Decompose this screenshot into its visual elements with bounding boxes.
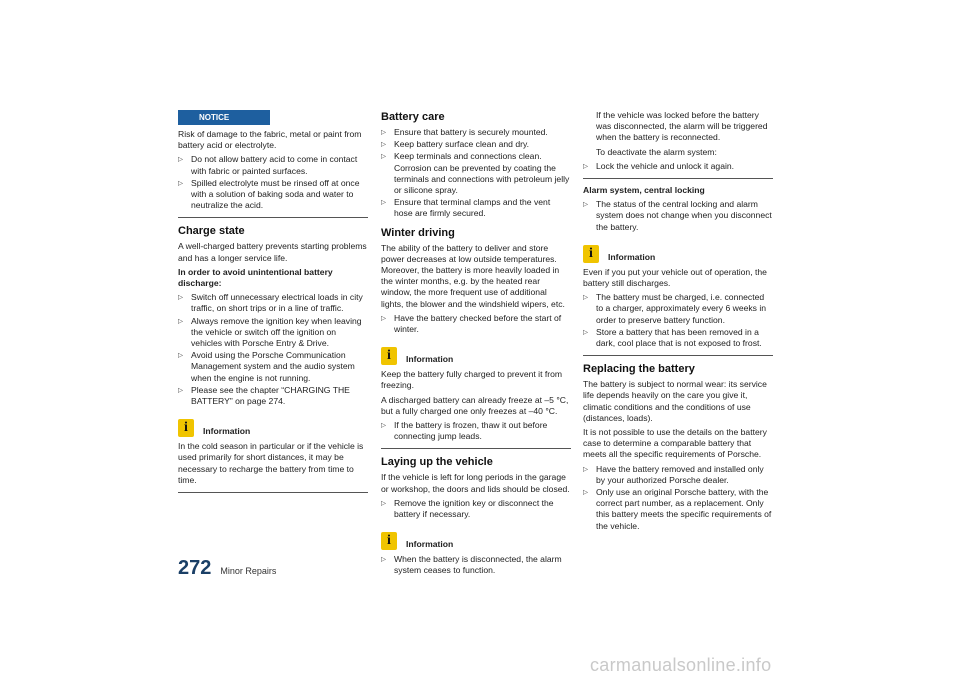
subheading: Alarm system, central locking <box>583 185 705 196</box>
column-left <box>178 110 368 499</box>
list-item: ▷ Ensure that battery is securely mounted. <box>381 127 571 138</box>
information-header <box>583 241 773 263</box>
notice-list <box>178 154 368 211</box>
information-icon: i <box>381 532 397 550</box>
list-item: ▷ Keep battery surface clean and dry. <box>381 139 571 150</box>
paragraph: If the vehicle was locked before the battery was disconnected, the alarm will be triggered when the battery is reconnected. <box>596 110 768 143</box>
information-label: Information <box>608 251 656 262</box>
watermark: carmanualsonline.info <box>590 655 772 675</box>
information-text: In the cold season in particular or if the vehicle is used primarily for short distances, it may be necessary to recharge the battery from time to time. <box>178 441 364 485</box>
list-item: ▷ Ensure that terminal clamps and the vent hose are firmly secured. <box>381 197 571 219</box>
section-divider <box>583 178 773 179</box>
paragraph: To deactivate the alarm system: <box>596 146 717 157</box>
page-footer <box>178 554 276 578</box>
list-item: ▷ Store a battery that has been removed in a dark, cool place that is not exposed to frost. <box>583 327 773 349</box>
info-list <box>381 554 571 576</box>
information-icon: i <box>381 347 397 365</box>
information-header <box>381 343 571 365</box>
section-divider <box>178 492 368 493</box>
information-icon: i <box>178 419 194 437</box>
notice-text: Risk of damage to the fabric, metal or paint from battery acid or electrolyte. <box>178 129 362 151</box>
layup-list <box>381 498 571 520</box>
list-item: ▷ Always remove the ignition key when leaving the vehicle or switch off the ignition on vehicles with Porsche Entry & Drive. <box>178 316 368 350</box>
information-label: Information <box>203 426 251 437</box>
information-label: Information <box>406 354 454 365</box>
information-label: Information <box>406 539 454 550</box>
list-item: ▷ If the battery is frozen, thaw it out before connecting jump leads. <box>381 420 571 442</box>
section-divider <box>583 355 773 356</box>
list-item: ▷ Remove the ignition key or disconnect the battery if necessary. <box>381 498 571 520</box>
list-item: ▷ Lock the vehicle and unlock it again. <box>583 161 773 172</box>
alarm-list <box>583 199 773 233</box>
paragraph: A well-charged battery prevents starting problems and has a longer service life. <box>178 241 367 263</box>
column-right <box>583 110 773 535</box>
list-item: ▷ The battery must be charged, i.e. connected to a charger, approximately every 6 weeks in order to preserve battery function. <box>583 292 773 326</box>
paragraph: The battery is subject to normal wear: its service life depends heavily on the care you give it, climatic conditions and the conditions of use (distances, loads). <box>583 379 767 423</box>
section-heading-winter-driving: Winter driving <box>381 226 455 239</box>
list-item: ▷ The status of the central locking and alarm system does not change when you disconnect the battery. <box>583 199 773 233</box>
paragraph: If the vehicle is left for long periods in the garage or workshop, the doors and lids should be closed. <box>381 472 570 494</box>
subheading: In order to avoid unintentional battery discharge: <box>178 266 333 289</box>
notice-badge: NOTICE <box>178 110 270 125</box>
list-item: ▷ Spilled electrolyte must be rinsed off at once with a solution of baking soda and water to neutralize the acid. <box>178 178 368 212</box>
list-item: ▷ Keep terminals and connections clean. Corrosion can be prevented by coating the terminals and connections with petroleum jelly or silicone spray. <box>381 151 571 196</box>
list-item: ▷ Only use an original Porsche battery, with the correct part number, as a replacement. Only this battery meets the specific requirements of the vehicle. <box>583 487 773 532</box>
section-heading-laying-up: Laying up the vehicle <box>381 456 493 469</box>
section-title: Minor Repairs <box>220 566 277 576</box>
list-item: ▷ Have the battery removed and installed only by your authorized Porsche dealer. <box>583 464 773 486</box>
winter-list <box>381 313 571 335</box>
charge-list <box>178 292 368 407</box>
information-text: Even if you put your vehicle out of operation, the battery still discharges. <box>583 266 767 289</box>
information-header <box>178 415 368 437</box>
list-item: ▷ Do not allow battery acid to come in contact with fabric or painted surfaces. <box>178 154 368 176</box>
information-text: Keep the battery fully charged to prevent it from freezing. <box>381 369 563 391</box>
page-number: 272 <box>178 557 212 579</box>
section-heading-replacing-battery: Replacing the battery <box>583 363 695 376</box>
list-item: ▷ Avoid using the Porsche Communication Management system and the audio system when the engine is not running. <box>178 350 368 384</box>
continuation-list <box>583 161 773 172</box>
section-heading-battery-care: Battery care <box>381 111 445 123</box>
info-list <box>381 420 571 442</box>
info-list <box>583 292 773 349</box>
section-heading-charge-state: Charge state <box>178 225 245 238</box>
information-header <box>381 528 571 550</box>
list-item: ▷ Switch off unnecessary electrical loads in city traffic, on short trips or in a line of traffic. <box>178 292 368 314</box>
list-item: ▷ Please see the chapter “CHARGING THE BATTERY” on page 274. <box>178 385 368 407</box>
section-divider <box>178 217 368 218</box>
list-item: ▷ Have the battery checked before the start of winter. <box>381 313 571 335</box>
column-middle <box>381 110 571 580</box>
paragraph: The ability of the battery to deliver and store power decreases at low outside temperatures. Moreover, the battery is more heavily loaded in the winter months, e.g. by the heated rear window, the more frequent use of additional lights, the blower and the windshield wipers, etc. <box>381 242 565 309</box>
information-icon: i <box>583 245 599 263</box>
list-item: ▷ When the battery is disconnected, the alarm system ceases to function. <box>381 554 571 576</box>
care-list <box>381 127 571 220</box>
information-text: A discharged battery can already freeze at –5 °C, but a fully charged one only freezes at –40 °C. <box>381 394 569 416</box>
paragraph: It is not possible to use the details on the battery case to determine a comparable battery that meets all the specific requirements of Porsche. <box>583 427 767 460</box>
section-divider <box>381 448 571 449</box>
replace-list <box>583 464 773 532</box>
